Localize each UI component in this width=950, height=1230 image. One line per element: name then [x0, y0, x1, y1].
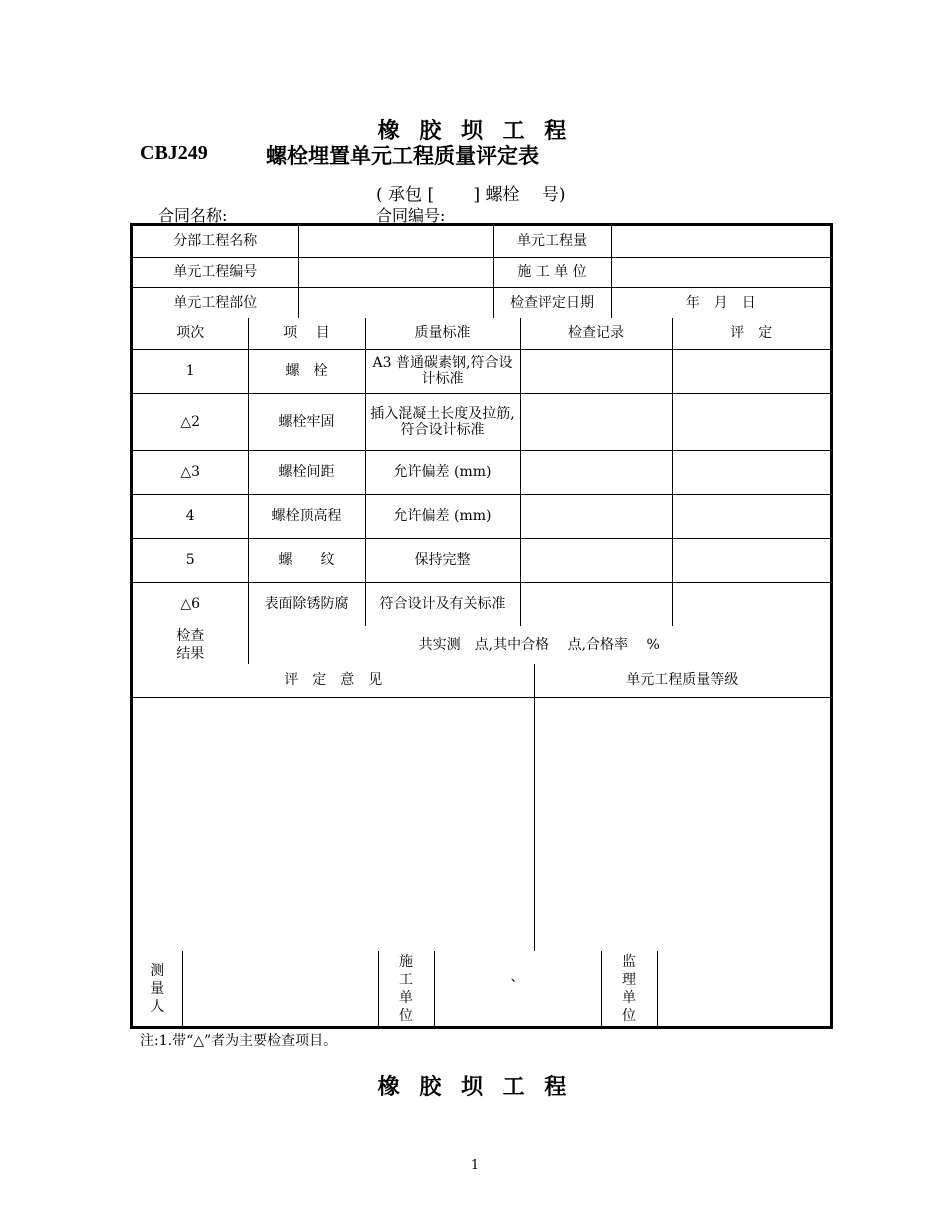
- assessment-field[interactable]: [672, 349, 830, 393]
- column-header: 项次: [133, 318, 248, 349]
- check-result-label: 检查结果: [133, 626, 248, 664]
- check-record-field[interactable]: [520, 494, 672, 538]
- contract-number-label: 合同编号:: [376, 206, 446, 225]
- project-title: 橡 胶 坝 工 程: [377, 118, 573, 144]
- supervisor-signature-field[interactable]: [657, 951, 830, 1026]
- table-row: [133, 582, 830, 626]
- opinion-field[interactable]: [133, 697, 534, 951]
- column-header: 评 定: [672, 318, 830, 349]
- footer-project-title: 橡 胶 坝 工 程: [377, 1074, 573, 1100]
- opinion-label: 评 定 意 见: [133, 664, 534, 697]
- quality-grade-label: 单元工程质量等级: [534, 664, 830, 697]
- assessment-field[interactable]: [672, 450, 830, 494]
- assessment-field[interactable]: [672, 393, 830, 450]
- check-record-field[interactable]: [520, 349, 672, 393]
- item-name: 螺 纹: [248, 538, 365, 582]
- item-standard: 允许偏差 (mm): [365, 450, 520, 494]
- table-row: [133, 494, 830, 538]
- item-number: △6: [133, 582, 248, 626]
- surveyor-signature-field[interactable]: [182, 951, 378, 1026]
- signature-mark: 、: [510, 969, 525, 985]
- unit-code-label: 单元工程编号: [133, 257, 298, 287]
- item-standard: 符合设计及有关标准: [365, 582, 520, 626]
- page-number: 1: [470, 1158, 480, 1173]
- construction-unit-sign-label: 施工单位: [378, 951, 434, 1026]
- item-standard: 保持完整: [365, 538, 520, 582]
- assessment-field[interactable]: [672, 582, 830, 626]
- unit-quantity-label: 单元工程量: [493, 226, 611, 257]
- item-number: 1: [133, 349, 248, 393]
- check-record-field[interactable]: [520, 582, 672, 626]
- unit-location-label: 单元工程部位: [133, 287, 298, 318]
- construction-signature-field[interactable]: [434, 951, 601, 1026]
- unit-location-field[interactable]: [298, 287, 493, 318]
- item-number: △3: [133, 450, 248, 494]
- item-name: 螺栓顶高程: [248, 494, 365, 538]
- sub-project-name-field[interactable]: [298, 226, 493, 257]
- assessment-field[interactable]: [672, 494, 830, 538]
- item-name: 表面除锈防腐: [248, 582, 365, 626]
- surveyor-label: 测量人: [133, 951, 182, 1026]
- item-standard: 插入混凝土长度及拉筋,符合设计标准: [365, 393, 520, 450]
- unit-quantity-field[interactable]: [611, 226, 830, 257]
- item-name: 螺 栓: [248, 349, 365, 393]
- unit-code-field[interactable]: [298, 257, 493, 287]
- sub-project-name-label: 分部工程名称: [133, 226, 298, 257]
- check-record-field[interactable]: [520, 393, 672, 450]
- contract-name-label: 合同名称:: [158, 206, 228, 225]
- check-record-field[interactable]: [520, 538, 672, 582]
- check-result-table: [133, 626, 830, 664]
- column-header: 检查记录: [520, 318, 672, 349]
- item-name: 螺栓牢固: [248, 393, 365, 450]
- check-date-field[interactable]: 年 月 日: [611, 287, 830, 318]
- check-record-field[interactable]: [520, 450, 672, 494]
- form-subtitle: ( 承包 [ ] 螺栓 号): [376, 185, 566, 205]
- item-number: △2: [133, 393, 248, 450]
- item-name: 螺栓间距: [248, 450, 365, 494]
- table-row: [133, 393, 830, 450]
- construction-unit-field[interactable]: [611, 257, 830, 287]
- supervisor-unit-sign-label: 监理单位: [601, 951, 657, 1026]
- quality-grade-field[interactable]: [534, 697, 830, 951]
- table-row: [133, 349, 830, 393]
- item-standard: A3 普通碳素钢,符合设计标准: [365, 349, 520, 393]
- footnote: 注:1.带“△”者为主要检查项目。: [140, 1033, 338, 1049]
- column-header: 项 目: [248, 318, 365, 349]
- construction-unit-label: 施 工 单 位: [493, 257, 611, 287]
- assessment-field[interactable]: [672, 538, 830, 582]
- item-number: 4: [133, 494, 248, 538]
- info-table: [133, 226, 830, 318]
- signature-table: [133, 951, 830, 1026]
- check-date-label: 检查评定日期: [493, 287, 611, 318]
- table-row: [133, 450, 830, 494]
- item-standard: 允许偏差 (mm): [365, 494, 520, 538]
- check-result-text[interactable]: 共实测 点,其中合格 点,合格率 %: [248, 626, 830, 664]
- form-code: CBJ249: [140, 142, 208, 164]
- column-header: 质量标准: [365, 318, 520, 349]
- table-row: [133, 538, 830, 582]
- assessment-table: [133, 664, 830, 951]
- evaluation-form-frame: [130, 223, 833, 1029]
- inspection-items-table: [133, 318, 830, 626]
- item-number: 5: [133, 538, 248, 582]
- form-title: 螺栓埋置单元工程质量评定表: [266, 143, 539, 168]
